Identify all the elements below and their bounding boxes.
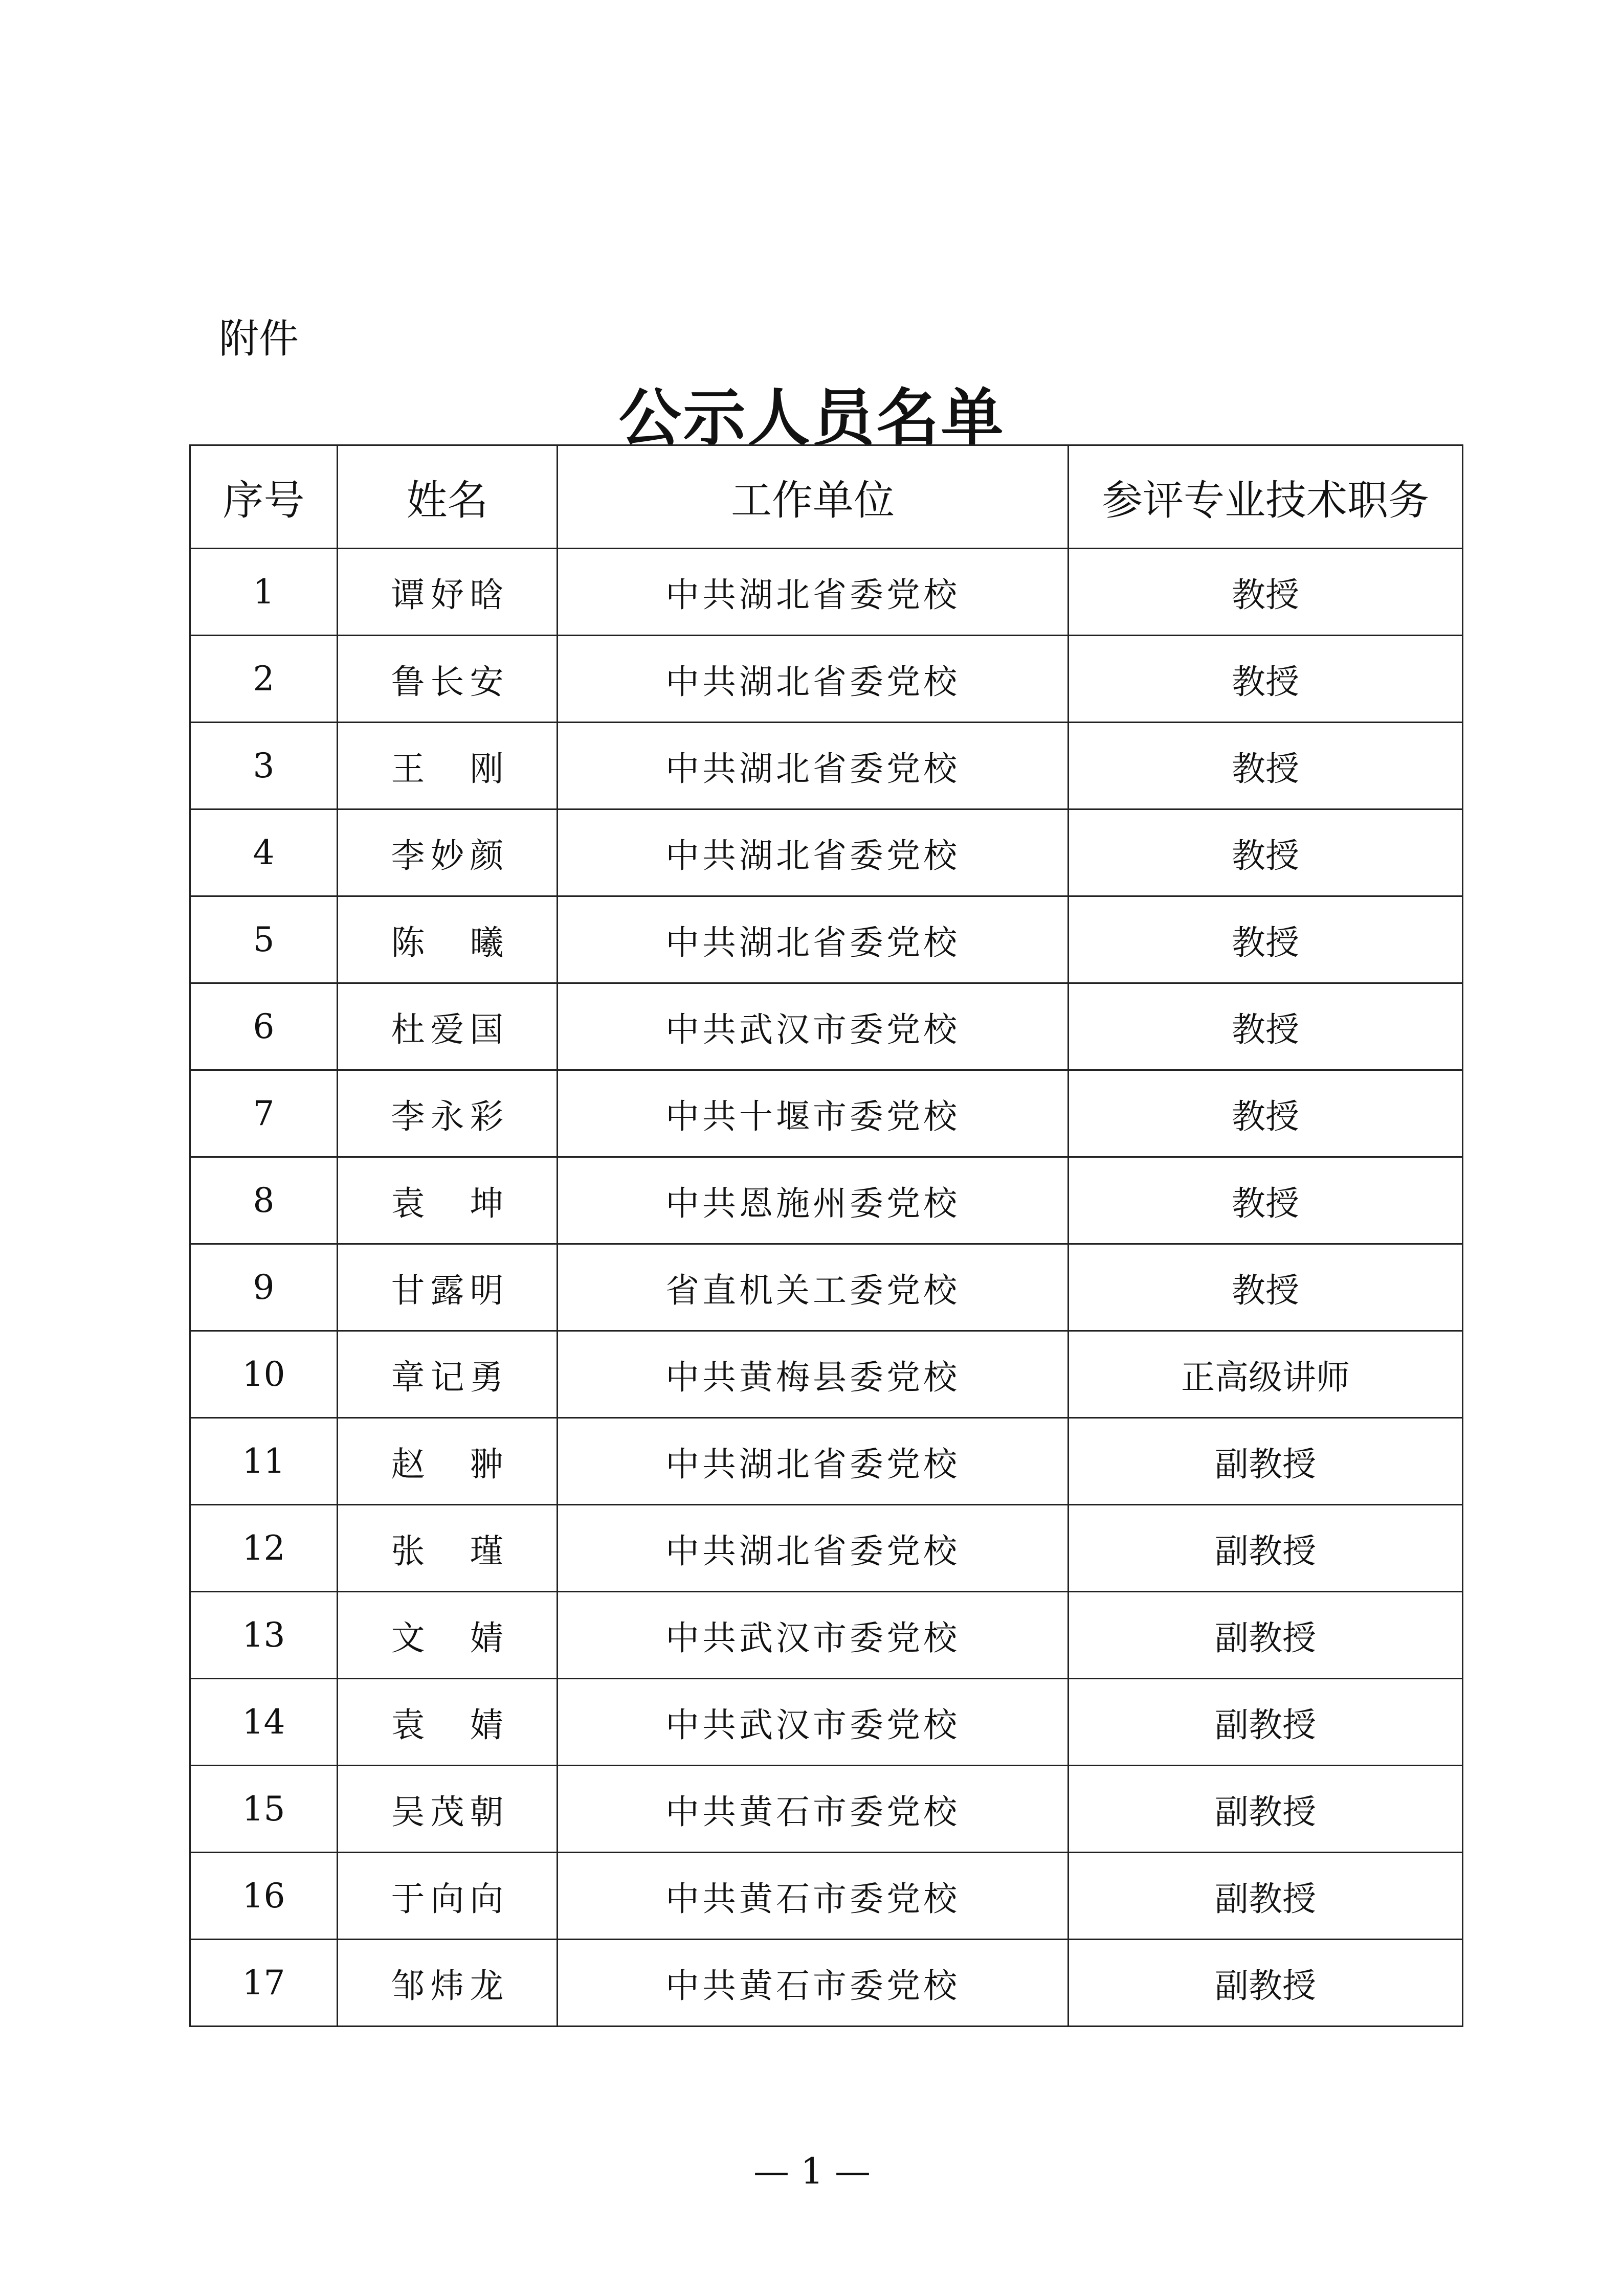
table-row	[190, 896, 1463, 983]
row-unit: 中共黄石市委党校	[665, 1879, 960, 1919]
row-title: 正高级讲师	[1181, 1358, 1350, 1397]
table-row	[190, 983, 1463, 1070]
row-name-cell	[338, 1331, 558, 1418]
row-title-cell	[1069, 896, 1463, 983]
row-unit: 中共湖北省委党校	[665, 1532, 960, 1571]
row-index-cell	[190, 549, 338, 636]
row-index: 16	[242, 1876, 285, 1916]
row-title: 副教授	[1215, 1705, 1316, 1745]
row-title-cell	[1069, 1505, 1463, 1592]
row-title-cell	[1069, 1418, 1463, 1505]
row-title: 教授	[1232, 1271, 1299, 1310]
table-row	[190, 549, 1463, 636]
table-row	[190, 1331, 1463, 1418]
row-index-cell	[190, 1157, 338, 1244]
row-index-cell	[190, 1418, 338, 1505]
row-name-cell	[338, 809, 558, 896]
row-title-cell	[1069, 1853, 1463, 1940]
row-index-cell	[190, 1679, 338, 1766]
row-index: 7	[253, 1094, 275, 1133]
table-row	[190, 723, 1463, 809]
table-row	[190, 1244, 1463, 1331]
row-name: 甘露明	[391, 1271, 504, 1310]
row-name: 邹炜龙	[391, 1966, 504, 2006]
row-unit: 中共恩施州委党校	[665, 1184, 960, 1223]
row-index-cell	[190, 896, 338, 983]
row-index-cell	[190, 983, 338, 1070]
row-unit-cell	[558, 723, 1069, 809]
row-unit: 省直机关工委党校	[665, 1271, 960, 1310]
row-title-cell	[1069, 1070, 1463, 1157]
row-title: 副教授	[1215, 1966, 1316, 2006]
row-index: 6	[253, 1007, 275, 1046]
row-unit: 中共湖北省委党校	[665, 923, 960, 962]
table-row	[190, 1418, 1463, 1505]
row-title: 教授	[1232, 1010, 1299, 1049]
row-index: 3	[253, 746, 275, 785]
row-title-cell	[1069, 549, 1463, 636]
row-name-cell	[338, 983, 558, 1070]
row-name-cell	[338, 723, 558, 809]
row-unit-cell	[558, 896, 1069, 983]
row-index-cell	[190, 636, 338, 723]
row-name-cell	[338, 1766, 558, 1853]
header-index: 序号	[190, 445, 338, 549]
row-title: 教授	[1232, 575, 1299, 615]
row-index-cell	[190, 1505, 338, 1592]
row-unit-cell	[558, 1940, 1069, 2027]
row-name-cell	[338, 549, 558, 636]
row-unit: 中共武汉市委党校	[665, 1705, 960, 1745]
row-name: 文婧	[391, 1618, 504, 1658]
row-index-cell	[190, 809, 338, 896]
row-title: 副教授	[1215, 1792, 1316, 1832]
row-unit: 中共湖北省委党校	[665, 662, 960, 702]
row-unit-cell	[558, 1418, 1069, 1505]
row-unit: 中共黄梅县委党校	[665, 1358, 960, 1397]
row-name-cell	[338, 1070, 558, 1157]
row-index: 15	[242, 1789, 285, 1829]
row-index-cell	[190, 1070, 338, 1157]
page-title: 公示人员名单	[618, 381, 1006, 455]
row-index: 13	[242, 1615, 285, 1655]
row-title: 副教授	[1215, 1532, 1316, 1571]
row-unit-cell	[558, 983, 1069, 1070]
row-unit-cell	[558, 1157, 1069, 1244]
row-unit: 中共黄石市委党校	[665, 1792, 960, 1832]
row-title: 副教授	[1215, 1445, 1316, 1484]
row-name: 章记勇	[391, 1358, 504, 1397]
row-title-cell	[1069, 1331, 1463, 1418]
row-name: 袁婧	[391, 1705, 504, 1745]
row-index: 14	[242, 1702, 285, 1742]
row-title-cell	[1069, 1940, 1463, 2027]
row-unit: 中共湖北省委党校	[665, 836, 960, 875]
row-name: 吴茂朝	[391, 1792, 504, 1832]
row-title: 教授	[1232, 662, 1299, 702]
row-name-cell	[338, 1418, 558, 1505]
row-name: 张瑾	[391, 1532, 504, 1571]
header-unit: 工作单位	[558, 445, 1069, 549]
table-row	[190, 1679, 1463, 1766]
row-unit-cell	[558, 1070, 1069, 1157]
table-row	[190, 1070, 1463, 1157]
row-index-cell	[190, 1853, 338, 1940]
header-title: 参评专业技术职务	[1069, 445, 1463, 549]
row-name: 鲁长安	[391, 662, 504, 702]
personnel-table	[189, 444, 1463, 2027]
row-title-cell	[1069, 1766, 1463, 1853]
row-index-cell	[190, 1940, 338, 2027]
row-title: 副教授	[1215, 1879, 1316, 1919]
row-unit: 中共湖北省委党校	[665, 749, 960, 789]
row-title: 教授	[1232, 1184, 1299, 1223]
row-unit-cell	[558, 549, 1069, 636]
row-name-cell	[338, 1679, 558, 1766]
table-row	[190, 1157, 1463, 1244]
table-header-row	[190, 445, 1463, 549]
row-unit: 中共湖北省委党校	[665, 1445, 960, 1484]
row-unit-cell	[558, 1505, 1069, 1592]
row-title-cell	[1069, 1244, 1463, 1331]
row-name: 谭妤晗	[391, 575, 504, 615]
table-row	[190, 1853, 1463, 1940]
row-index: 8	[253, 1181, 275, 1220]
row-unit: 中共武汉市委党校	[665, 1618, 960, 1658]
row-index-cell	[190, 1766, 338, 1853]
row-title-cell	[1069, 983, 1463, 1070]
table-row	[190, 809, 1463, 896]
row-index: 11	[242, 1442, 285, 1481]
row-unit-cell	[558, 1592, 1069, 1679]
row-index: 9	[253, 1268, 275, 1307]
row-name: 陈曦	[391, 923, 504, 962]
row-name-cell	[338, 1940, 558, 2027]
row-title-cell	[1069, 1157, 1463, 1244]
row-name: 袁坤	[391, 1184, 504, 1223]
row-name-cell	[338, 1157, 558, 1244]
row-unit-cell	[558, 1766, 1069, 1853]
row-title-cell	[1069, 809, 1463, 896]
row-title: 副教授	[1215, 1618, 1316, 1658]
row-name-cell	[338, 1244, 558, 1331]
row-index: 4	[253, 833, 275, 872]
table-row	[190, 1940, 1463, 2027]
row-index-cell	[190, 1244, 338, 1331]
row-index-cell	[190, 723, 338, 809]
row-unit: 中共十堰市委党校	[665, 1097, 960, 1136]
page-number: — 1 —	[753, 2150, 871, 2192]
row-title: 教授	[1232, 749, 1299, 789]
row-unit-cell	[558, 1679, 1069, 1766]
row-unit: 中共湖北省委党校	[665, 575, 960, 615]
row-title: 教授	[1232, 923, 1299, 962]
row-unit-cell	[558, 809, 1069, 896]
row-index-cell	[190, 1592, 338, 1679]
table-row	[190, 1766, 1463, 1853]
row-name: 王刚	[391, 749, 504, 789]
row-index-cell	[190, 1331, 338, 1418]
row-name: 杜爱国	[391, 1010, 504, 1049]
row-title: 教授	[1232, 1097, 1299, 1136]
row-name-cell	[338, 1505, 558, 1592]
row-title-cell	[1069, 1592, 1463, 1679]
row-unit: 中共武汉市委党校	[665, 1010, 960, 1049]
row-index: 5	[253, 920, 275, 959]
row-title-cell	[1069, 636, 1463, 723]
row-index: 10	[242, 1355, 285, 1394]
row-unit-cell	[558, 1331, 1069, 1418]
row-name-cell	[338, 1853, 558, 1940]
row-name: 李妙颜	[391, 836, 504, 875]
row-index: 17	[242, 1963, 285, 2002]
row-name: 李永彩	[391, 1097, 504, 1136]
row-name-cell	[338, 1592, 558, 1679]
row-unit-cell	[558, 1853, 1069, 1940]
row-unit: 中共黄石市委党校	[665, 1966, 960, 2006]
attachment-label: 附件	[219, 316, 299, 362]
header-name: 姓名	[338, 445, 558, 549]
row-name-cell	[338, 896, 558, 983]
row-name-cell	[338, 636, 558, 723]
row-title-cell	[1069, 723, 1463, 809]
row-title-cell	[1069, 1679, 1463, 1766]
row-unit-cell	[558, 636, 1069, 723]
row-title: 教授	[1232, 836, 1299, 875]
row-name: 于向向	[391, 1879, 504, 1919]
table-row	[190, 1592, 1463, 1679]
row-index: 2	[253, 659, 275, 699]
table-row	[190, 1505, 1463, 1592]
row-index: 1	[253, 572, 275, 612]
row-index: 12	[242, 1528, 285, 1568]
row-name: 赵翀	[391, 1445, 504, 1484]
row-unit-cell	[558, 1244, 1069, 1331]
table-row	[190, 636, 1463, 723]
